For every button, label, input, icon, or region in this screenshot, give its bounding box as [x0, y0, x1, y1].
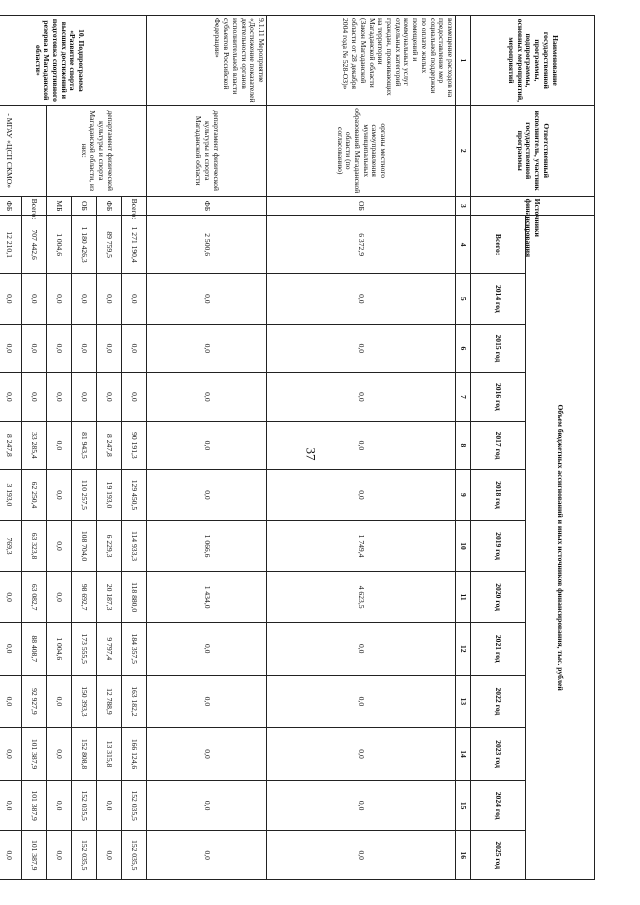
cell-value: 12 788,9 [97, 675, 122, 728]
cell-value: 0,0 [0, 675, 22, 728]
cell-value: 0,0 [267, 421, 456, 470]
cell-value: 0,0 [122, 324, 147, 373]
header-year: 2017 год [471, 421, 526, 470]
cell-value: 0,0 [147, 373, 267, 422]
cell-value: 6 372,9 [267, 216, 456, 274]
col-number: 1 [456, 16, 471, 106]
col-number: 11 [456, 572, 471, 623]
col-number: 7 [456, 373, 471, 422]
header-year: 2016 год [471, 373, 526, 422]
table-row [147, 16, 267, 880]
header-year: 2014 год [471, 274, 526, 325]
cell-value: 101 387,9 [22, 780, 47, 831]
col-number: 16 [456, 831, 471, 880]
cell-value: 9 797,4 [97, 622, 122, 675]
header-year: 2024 год [471, 780, 526, 831]
cell-value: 0,0 [0, 728, 22, 781]
cell-value: 101 387,9 [22, 831, 47, 880]
col-number: 4 [456, 216, 471, 274]
cell-value: 63 082,7 [22, 572, 47, 623]
cell-value: 0,0 [22, 324, 47, 373]
cell-value: 62 250,4 [22, 470, 47, 521]
cell-value: 1 004,6 [47, 216, 72, 274]
header-name: Наименование государственной программы, подпрограммы, основных мероприятий, мероприятий [471, 16, 595, 106]
cell-value: 0,0 [97, 373, 122, 422]
row-responsible: органы местного самоуправления муниципальных образований Магаданской области (по согласованию) [267, 105, 456, 196]
cell-value: 0,0 [147, 675, 267, 728]
cell-value: 63 323,8 [22, 520, 47, 572]
cell-value: 150 393,3 [72, 675, 97, 728]
col-number: 2 [456, 105, 471, 196]
row-source: ОБ [267, 196, 456, 216]
cell-value: 0,0 [72, 324, 97, 373]
cell-value: 152 035,5 [72, 780, 97, 831]
table-row [122, 16, 147, 880]
cell-value: 0,0 [147, 324, 267, 373]
row-source: Всего: [122, 196, 147, 216]
header-source: Источники финансирования [471, 196, 595, 216]
cell-value: 101 387,9 [22, 728, 47, 781]
cell-value: 6 229,3 [97, 520, 122, 572]
cell-value: 1 271 190,4 [122, 216, 147, 274]
header-total: Всего: [471, 216, 526, 274]
col-number: 15 [456, 780, 471, 831]
table-row [267, 16, 456, 880]
row-responsible: департамент физической культуры и спорта Магаданской области [147, 105, 267, 196]
cell-value: 0,0 [0, 780, 22, 831]
header-year: 2021 год [471, 622, 526, 675]
cell-value: 0,0 [0, 274, 22, 325]
page-number: 37 [303, 447, 319, 461]
cell-value: 152 035,5 [72, 831, 97, 880]
cell-value: 0,0 [267, 274, 456, 325]
cell-value: 8 247,8 [97, 421, 122, 470]
cell-value: 152 035,5 [122, 780, 147, 831]
cell-value: 0,0 [0, 324, 22, 373]
header-responsible: Ответственный исполнитель, участник государственной программы [471, 105, 595, 196]
header-year: 2019 год [471, 520, 526, 572]
cell-value: 163 182,2 [122, 675, 147, 728]
cell-value: 0,0 [147, 421, 267, 470]
cell-value: 0,0 [22, 373, 47, 422]
cell-value: 98 692,7 [72, 572, 97, 623]
cell-value: 0,0 [147, 470, 267, 521]
cell-value: 0,0 [47, 675, 72, 728]
cell-value: 81 943,5 [72, 421, 97, 470]
cell-value: 2 500,6 [147, 216, 267, 274]
header-year: 2022 год [471, 675, 526, 728]
cell-value: 89 759,5 [97, 216, 122, 274]
cell-value: 0,0 [267, 728, 456, 781]
cell-value: 8 247,8 [0, 421, 22, 470]
cell-value: 0,0 [47, 572, 72, 623]
col-number: 9 [456, 470, 471, 521]
subprogram-name: 10. Подпрограмма «Развитие спорта высших достижений и подготовка спортивного резерва в Магаданской области» [0, 16, 147, 106]
cell-value: 0,0 [47, 831, 72, 880]
cell-value: 184 357,5 [122, 622, 147, 675]
row-source: ФБ [0, 196, 22, 216]
cell-value: 0,0 [122, 274, 147, 325]
cell-value: 4 623,5 [267, 572, 456, 623]
row-source: ФБ [97, 196, 122, 216]
cell-value: 114 933,3 [122, 520, 147, 572]
cell-value: 118 880,0 [122, 572, 147, 623]
cell-value: 1 066,6 [147, 520, 267, 572]
cell-value: 1 434,0 [147, 572, 267, 623]
cell-value: 0,0 [147, 780, 267, 831]
cell-value: 0,0 [147, 274, 267, 325]
col-number: 6 [456, 324, 471, 373]
col-number: 12 [456, 622, 471, 675]
cell-value: 0,0 [0, 831, 22, 880]
cell-value: 707 442,6 [22, 216, 47, 274]
cell-value: 152 808,8 [72, 728, 97, 781]
col-number: 14 [456, 728, 471, 781]
cell-value: 0,0 [47, 274, 72, 325]
cell-value: 173 555,5 [72, 622, 97, 675]
cell-value: 0,0 [47, 373, 72, 422]
cell-value: 0,0 [267, 622, 456, 675]
cell-value: 0,0 [97, 274, 122, 325]
budget-table [0, 15, 595, 880]
cell-value: 0,0 [147, 831, 267, 880]
cell-value: 90 191,3 [122, 421, 147, 470]
cell-value: 0,0 [267, 470, 456, 521]
cell-value: 0,0 [0, 622, 22, 675]
row-name: возмещение расходов на предоставление мер социальной поддержки по оплате жилых помещений и коммунальных услуг отдельных категорий граждан, проживающих на территории Магаданской области (Закон Магаданской области от 28 декабря 2004 года № 528-ОЗ)» [267, 16, 456, 106]
header-year: 2025 год [471, 831, 526, 880]
subprogram-participant: - МГАУ «ЦСП СКМО» [0, 105, 47, 196]
row-source: ФБ [147, 196, 267, 216]
cell-value: 88 408,7 [22, 622, 47, 675]
col-number: 5 [456, 274, 471, 325]
cell-value: 92 927,9 [22, 675, 47, 728]
row-source: МБ [47, 196, 72, 216]
cell-value: 0,0 [97, 831, 122, 880]
cell-value: 13 315,8 [97, 728, 122, 781]
cell-value: 0,0 [147, 622, 267, 675]
cell-value: 0,0 [0, 572, 22, 623]
cell-value: 20 187,3 [97, 572, 122, 623]
cell-value: 769,3 [0, 520, 22, 572]
cell-value: 108 704,0 [72, 520, 97, 572]
col-number: 13 [456, 675, 471, 728]
cell-value: 0,0 [267, 831, 456, 880]
header-year: 2018 год [471, 470, 526, 521]
cell-value: 0,0 [47, 780, 72, 831]
row-name: 9.1.11 Мероприятие «Достижение показателей деятельности органов исполнительной власти субъектов Российской Федерации» [147, 16, 267, 106]
header-volume: Объем бюджетных ассигнований и иных источников финансирования, тыс. рублей [526, 216, 595, 880]
col-number: 10 [456, 520, 471, 572]
header-year: 2023 год [471, 728, 526, 781]
cell-value: 0,0 [97, 780, 122, 831]
column-number-row [456, 16, 471, 880]
cell-value: 0,0 [47, 520, 72, 572]
cell-value: 0,0 [267, 780, 456, 831]
cell-value: 19 193,0 [97, 470, 122, 521]
cell-value: 0,0 [267, 324, 456, 373]
cell-value: 0,0 [47, 421, 72, 470]
cell-value: 1 749,4 [267, 520, 456, 572]
table-row [22, 16, 47, 880]
cell-value: 129 450,5 [122, 470, 147, 521]
cell-value: 0,0 [122, 373, 147, 422]
subprogram-responsible: департамент физической культуры и спорта Магаданской области, из них: [47, 105, 147, 196]
cell-value: 0,0 [72, 373, 97, 422]
cell-value: 0,0 [0, 373, 22, 422]
cell-value: 1 004,6 [47, 622, 72, 675]
cell-value: 152 035,5 [122, 831, 147, 880]
cell-value: 0,0 [47, 324, 72, 373]
cell-value: 12 210,1 [0, 216, 22, 274]
cell-value: 166 124,6 [122, 728, 147, 781]
cell-value: 33 285,4 [22, 421, 47, 470]
cell-value: 0,0 [22, 274, 47, 325]
row-source: Всего: [22, 196, 47, 216]
row-source: ОБ [72, 196, 97, 216]
cell-value: 3 193,0 [0, 470, 22, 521]
cell-value: 0,0 [47, 470, 72, 521]
cell-value: 0,0 [267, 675, 456, 728]
cell-value: 0,0 [72, 274, 97, 325]
header-year: 2015 год [471, 324, 526, 373]
cell-value: 1 180 426,3 [72, 216, 97, 274]
col-number: 8 [456, 421, 471, 470]
header-year: 2020 год [471, 572, 526, 623]
col-number: 3 [456, 196, 471, 216]
cell-value: 0,0 [47, 728, 72, 781]
rotated-table-container [5, 15, 595, 880]
cell-value: 110 257,5 [72, 470, 97, 521]
cell-value: 0,0 [267, 373, 456, 422]
cell-value: 0,0 [147, 728, 267, 781]
cell-value: 0,0 [97, 324, 122, 373]
